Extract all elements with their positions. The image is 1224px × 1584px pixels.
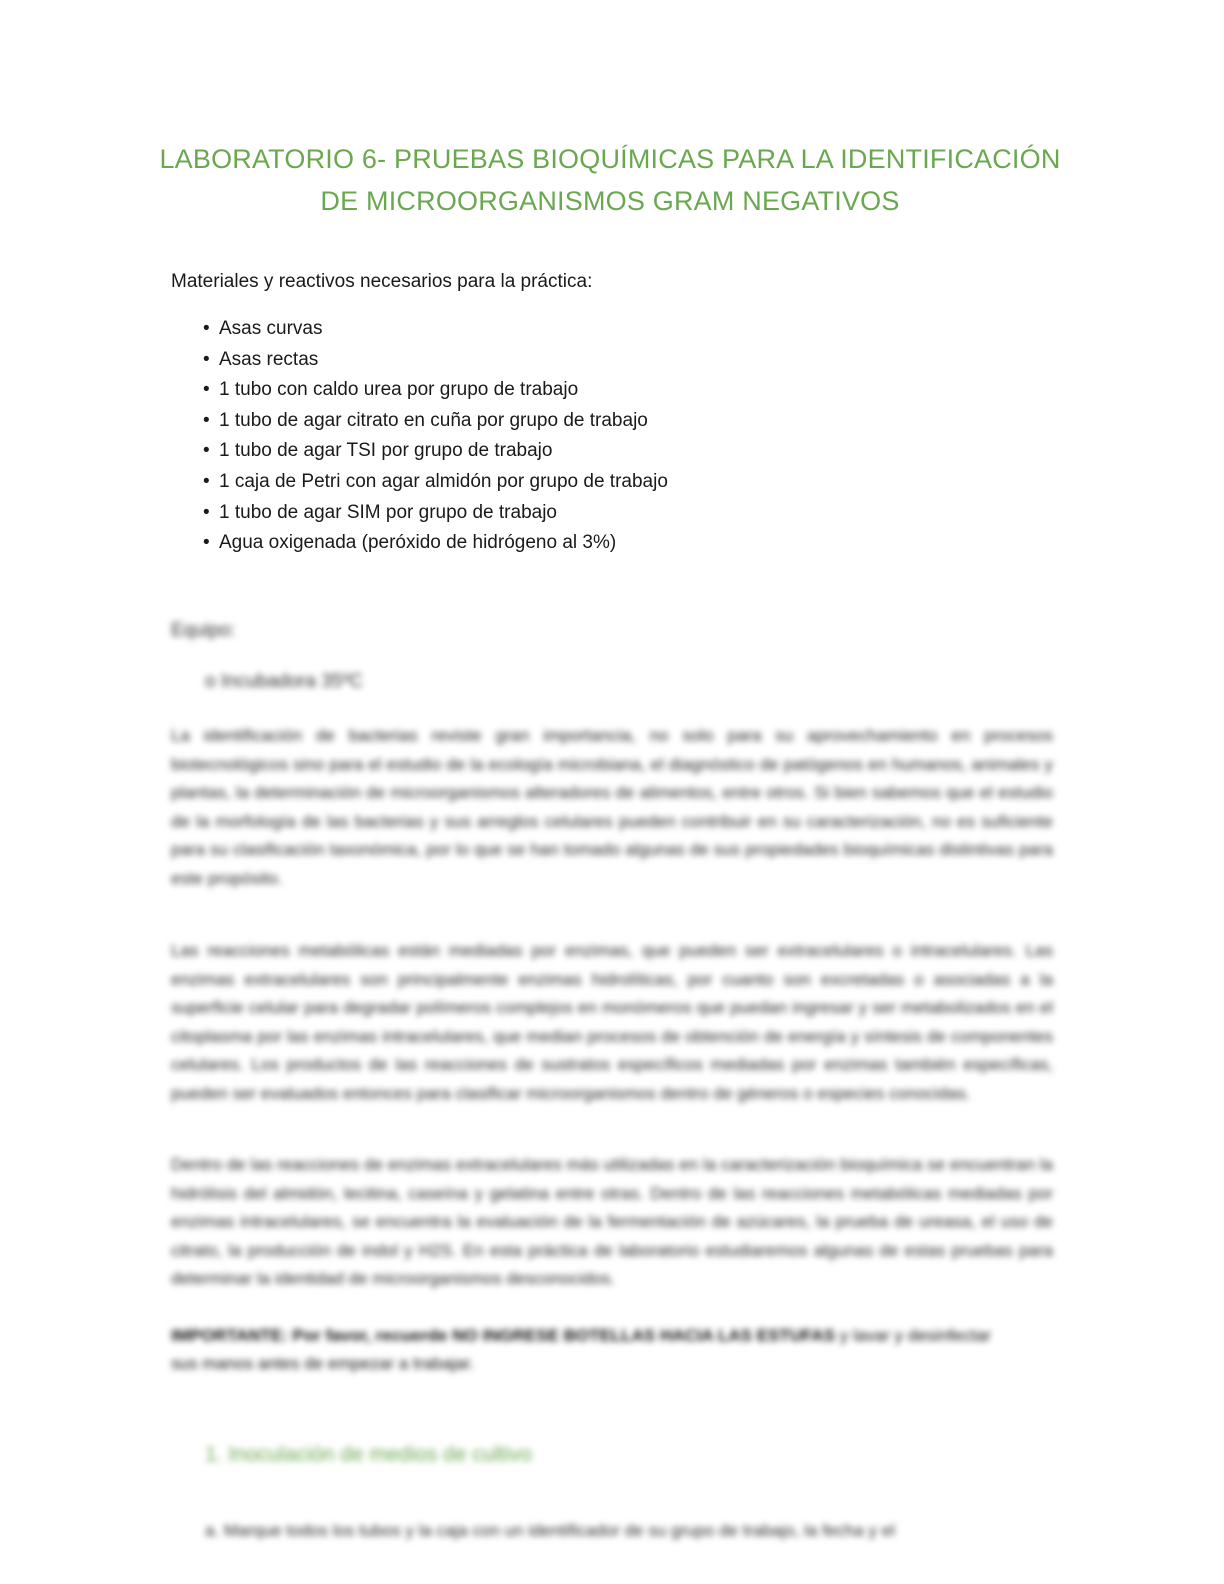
bullet-icon: •	[203, 532, 210, 554]
materials-list	[203, 316, 668, 561]
list-item: • Asas rectas	[203, 347, 668, 378]
list-item: • Asas curvas	[203, 316, 668, 347]
bullet-icon: •	[203, 409, 210, 431]
list-item: • Agua oxigenada (peróxido de hidrógeno al 3%)	[203, 530, 668, 561]
materials-intro: Materiales y reactivos necesarios para la práctica:	[171, 271, 593, 292]
bullet-icon: •	[203, 501, 210, 523]
bullet-icon: •	[203, 318, 210, 339]
title-line-1: LABORATORIO 6- PRUEBAS BIOQUÍMICAS PARA LA IDENTIFICACIÓN	[159, 144, 1061, 174]
section-heading: 1. Inoculación de medios de cultivo	[205, 1443, 532, 1466]
bullet-icon: •	[203, 348, 210, 370]
step-1: a. Marque todos los tubos y la caja con un identificador de su grupo de trabajo, la fecha y el	[205, 1521, 895, 1540]
list-item: • 1 tubo con caldo urea por grupo de trabajo	[203, 377, 668, 408]
important-note: IMPORTANTE: Por favor, recuerde NO INGRESE BOTELLAS HACIA LAS ESTUFAS y lavar y desinfectar sus manos antes de empezar a trabajar.	[171, 1326, 991, 1373]
bullet-icon: •	[203, 379, 210, 401]
bullet-icon: •	[203, 440, 210, 462]
list-item: • 1 tubo de agar citrato en cuña por grupo de trabajo	[203, 408, 668, 439]
equipment-item: o Incubadora 35ºC	[205, 671, 363, 692]
page-title	[150, 138, 1070, 222]
equipment-label: Equipo:	[171, 620, 236, 641]
list-item: • 1 tubo de agar TSI por grupo de trabajo	[203, 438, 668, 469]
paragraph-3: Dentro de las reacciones de enzimas extracelulares más utilizadas en la caracterización bioquímica se encuentran la hidrólisis del almidón, lecitina, caseína y gelatina entre otras. Dentro de las reacciones metabólicas mediadas por enzimas intracelulares, se encuentra la evaluación de la fermentación de azúcares, la prueba de ureasa, el uso de citrato, la producción de indol y H2S. En esta práctica de laboratorio estudiaremos algunas de estas pruebas para determinar la identidad de microorganismos desconocidos.	[171, 1155, 1053, 1288]
list-item: • 1 caja de Petri con agar almidón por grupo de trabajo	[203, 469, 668, 500]
title-line-2: DE MICROORGANISMOS GRAM NEGATIVOS	[320, 186, 900, 216]
paragraph-2: Las reacciones metabólicas están mediadas por enzimas, que pueden ser extracelulares o intracelulares. Las enzimas extracelulares son principalmente enzimas hidrolíticas, por cuanto son excretadas o asociadas a la superficie celular para degradar polímeros complejos en monómeros que puedan ingresar y ser metabolizados en el citoplasma por las enzimas intracelulares, que median procesos de obtención de energía y síntesis de componentes celulares. Los productos de las reacciones de sustratos específicos mediadas por enzimas también específicas, pueden ser evaluados entonces para clasificar microorganismos dentro de géneros o especies conocidas.	[171, 941, 1053, 1103]
bullet-icon: •	[203, 470, 210, 492]
paragraph-1: La identificación de bacterias reviste gran importancia, no solo para su aprovechamiento en procesos biotecnológicos sino para el estudio de la ecología microbiana, el diagnóstico de patógenos en humanos, animales y plantas, la determinación de microorganismos alteradores de alimentos, entre otros. Si bien sabemos que el estudio de la morfología de las bacterias y sus arreglos celulares pueden contribuir en su caracterización, no es suficiente para su clasificación taxonómica, por lo que se han tomado algunas de sus propiedades bioquímicas distintivas para este propósito.	[171, 726, 1053, 888]
list-item: • 1 tubo de agar SIM por grupo de trabajo	[203, 500, 668, 531]
